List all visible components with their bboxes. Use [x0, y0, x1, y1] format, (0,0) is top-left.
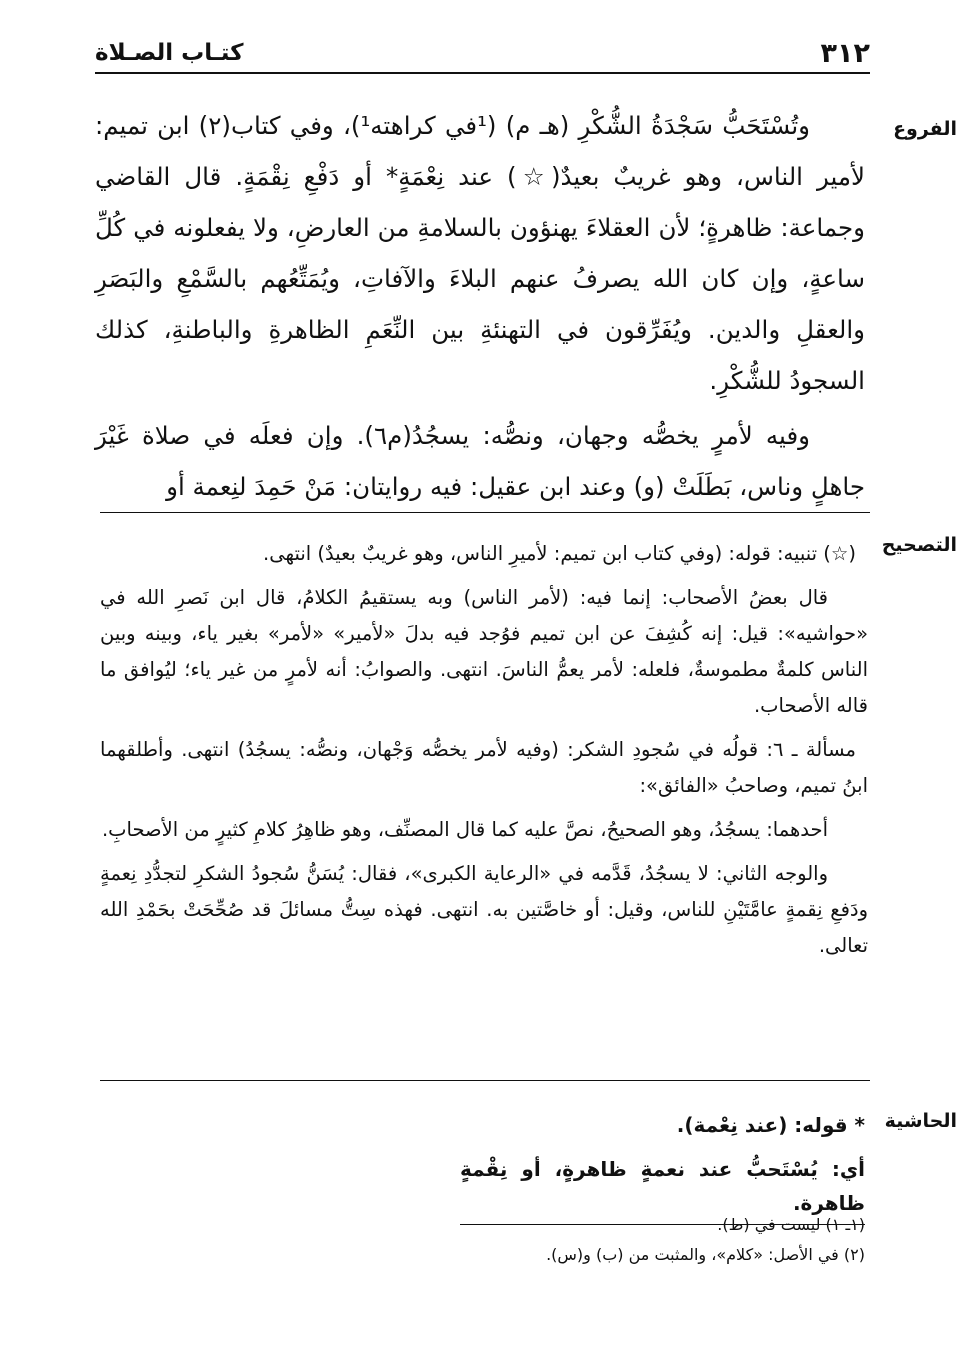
tashih-paragraph: أحدهما: يسجُدُ، وهو الصحيحُ، نصَّ عليه كما قال المصنِّف، وهو ظاهِرُ كلامِ كثيرٍ من الأصحابِ. [101, 818, 828, 841]
hashiya-label: الحاشية [884, 1110, 957, 1132]
tashih-divider [100, 1080, 870, 1081]
tashih-paragraph: قال بعضُ الأصحاب: إنما فيه: (لأمر الناس) وبه يستقيمُ الكلامُ، قال ابن نَصرِ الله في «حواشيه»: قيل: إنه كُشِفَ عن ابن تميم فوُجد فيه بدلَ «لأمير» «لأمر» بغير ياء، وبينه وبين الناس كلمةٌ مطموسةٌ، فلعله: لأمر يعمُّ الناسَ. انتهى. والصوابُ: أنه لأمرٍ من غير ياء؛ ليُوافق ما قاله الأصحاب. [100, 586, 868, 717]
page-number: ٣١٢ [820, 38, 870, 69]
hashiya-heading: * قوله: (عند نِعْمة). [676, 1113, 865, 1137]
furu-label: الفروع [893, 118, 957, 140]
main-paragraph: وتُسْتَحَبُّ سَجْدَةُ الشُّكْرِ (هـ م) (¹في كراهته¹)، وفي كتاب(٢) ابن تميم: لأمير الناس، وهو غريبٌ بعيدٌ(☆) عند نِعْمَةٍ* أو دَفْعِ نِقْمَةٍ. قال القاضي وجماعة: ظاهرةٍ؛ لأن العقلاءَ يهنؤون بالسلامةِ من العارضِ، ولا يفعلونه في كُلِّ ساعةٍ، وإن كان الله يصرفُ عنهم البلاءَ والآفاتِ، ويُمَتِّعُهم بالسَّمْعِ والبَصَرِ والعقلِ والدين. ويُفَرِّقون في التهنئةِ بين النِّعَمِ الظاهرةِ والباطنةِ، كذلك السجودُ للشُّكْرِ. [95, 111, 865, 395]
footnote: (١ـ ١) ليست في (ط). [717, 1215, 865, 1234]
main-divider [100, 512, 870, 513]
footnote: (٢) في الأصل: «كلام»، والمثبت من (ب) و(س). [546, 1245, 865, 1264]
page-header [95, 38, 870, 74]
tashih-paragraph: (☆) تنبيه: قوله: (وفي كتاب ابن تميم: لأميرِ الناس، وهو غريبٌ بعيدٌ) انتهى. [263, 542, 856, 565]
tashih-paragraph: والوجه الثاني: لا يسجُدُ، قَدَّمه في «الرعاية الكبرى»، فقال: يُسَنُّ سُجودُ الشكرِ لتجدُّدِ نِعمةٍ ودَفعِ نِقمةٍ عامَّتَيْنِ للناس، وقيل: أو خاصَّتين به. انتهى. فهذه سِتُّ مسائلَ قد صُحِّحَتْ بحَمْدِ الله تعالى. [100, 862, 868, 957]
main-paragraph: وفيه لأمرٍ يخصُّه وجهان، ونصُّه: يسجُدُ(م٦). وإن فعلَه في صلاة غَيْرَ جاهلٍ وناس، بَطَلَتْ (و) وعند ابن عقيل: فيه روايتان: مَنْ حَمِدَ لنِعمة أو [95, 421, 865, 501]
tashih-text [100, 536, 868, 964]
book-title: كتـاب الصـلاة [95, 40, 244, 66]
hashiya-text [460, 1108, 865, 1225]
hashiya-body: أي: يُسْتَحبُّ عند نعمةٍ ظاهرةٍ، أو نِقْمةٍ ظاهرة. [460, 1152, 865, 1225]
tashih-label: التصحيح [881, 534, 957, 556]
main-text [95, 100, 865, 512]
footnotes [480, 1210, 865, 1270]
tashih-paragraph: مسألة ـ ٦: قولُه في سُجودِ الشكر: (وفيه لأمر يخصُّه وَجْهان، ونصُّه: يسجُدُ) انتهى. وأطلقهما ابنُ تميم، وصاحبُ «الفائق»: [100, 738, 868, 797]
